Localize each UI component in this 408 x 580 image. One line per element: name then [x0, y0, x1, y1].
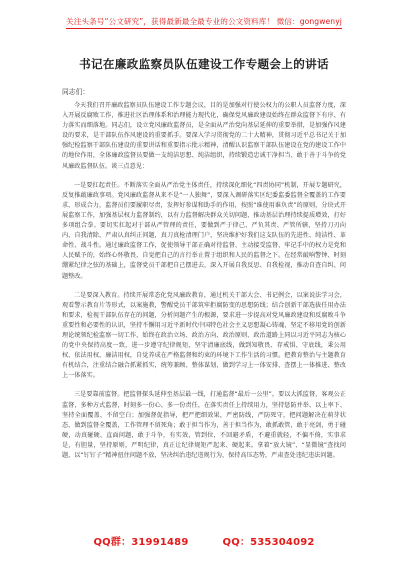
- banner-text: 关注头条号“公文研究”，获得最新最全最专业的公文资料库！ 微信：gongwenyj: [66, 16, 342, 29]
- footer-contact: [0, 528, 408, 552]
- paragraph-point-1: 一是要扛起责任。不断落实全面从严治党主体责任，持续深化细化“四责协同”机制，开展专题研究，反复推敲廉政事项。党风廉政监督从来不是“一人独舞”，要深入调研落实区纪委监委监督全覆盖的工作要求，形成合力，监督员们要履职尽责，发挥好参谋和助手的作用，按照“谁使用谁负责”的原则，分块式开展监察工作，加强基层权力监督制约，以有力监督解决群众关切问题，推动基层治理持续提质增效，打好多项组合拳。要切实扛起对于部从严管理的责任，要做到严于律己、严负其责、严管所辖，坚持刀刃向内、自我清除、严肃认真纠正问题，真刀真枪清理门户，坚决维护好我们这支队伍的先进性、纯洁性、革命性、战斗性。通过廉政监督工作，促使领导干部正确对待监督、主动接受监督，牢记手中的权力是党和人民赋予的，始终心怀敬畏，自觉把自己的言行举止置于组织和人民的监督之下。在经常敲响警钟、时刻绷紧纪律之弦的基础上，监督党员干部把自己摆进去，深入开展自我反思、自我检视，推动自查自纠、问题整改。: [62, 181, 346, 280]
- paragraph-intro: 今天我们召开廉政监察员队伍建设工作专题会议，目的是加强对行使公权力的公职人员监督力度，深入开展反腐败工作，推进社区治理体系和治理能力现代化，确保党风廉政建设始终在群众监督下有序、有力落实而细落地。同志们，设立党风廉政监督员，是全面从严治党向基层延伸的重要举措，是加强作风建设的要求，是干部队伍作风建设的重要抓手。要深入学习贯彻党的二十大精神，贯彻习近平总书记关于加强纪检监察干部队伍建设的重要讲话和重要指示批示精神，清醒认识监察干部队伍建设在党的建设工作中的地位作用，全体廉政监督员要做一支纯洁思想、纯洁组织，持续锻造忠诚干净担当、敢于善于斗争的党风廉政监督队伍。谈三点意见：: [62, 102, 346, 170]
- header-banner: [0, 0, 408, 44]
- footer-qq: QQ：535304092: [222, 536, 315, 548]
- document-body: [62, 101, 346, 528]
- paragraph-point-2: 二是要深入教育。持续开展常态化党风廉政教育，通过机关干部大会、书记例会，以案说法学习会，观看警示教育片等形式，以案施教，警醒党员干部筑牢拒腐防变的思想防线；结合创新干部选拔任用办法和要求，检视干部队伍存在的问题，分析问题产生的根源，要求进一步提高对党风廉政建设和反腐败斗争重要性和必要性的认识，坚持不懈用习近平新时代中国特色社会主义思想凝心铸魂，坚定不移用党的创新理论统领纪检监察一切工作，始终在政治立场、政治方向、政治原则、政治道路上同以习近平同志为核心的党中央保持高度一致，进一步遵守纪律规矩，坚守清廉底线，做到知敬畏、存戒惧、守底线，秉公用权、依法用权、廉洁用权，自觉养成在严格监督和约束的环境下工作生活的习惯。把教育整治与主题教育有机结合，注重结合融合抓紧抓实，统筹兼顾、整体谋划，做到学习上一体安排、查摆上一体推进、整改上一体落实。: [62, 291, 346, 380]
- greeting: 同志们：: [62, 88, 90, 96]
- document-title: 书记在廉政监察员队伍建设工作专题会上的讲话: [79, 57, 329, 71]
- footer-qq-group: QQ群：31991489: [93, 536, 189, 548]
- paragraph-point-3: 三是要靠前监督。把监督探头延伸至基层最一线，打通监督“最后一公里”。要以大抓监督，客观公正监督，多种方式监督，时刻多一份心、多一份责任，在落实责任上持续用力，坚持惩防并举、以上率下、坚持全面覆盖、不留空白；加强督促指导，把严把细效果，严密防线，严防死守，把问题解决在萌芽状态，做到监督全覆盖，工作管理不留死角；敢于担当作为，善于担当作为，敢抓敢管，敢于亮剑，勇于碰硬，动真碰硬、直面问题，敢于斗争，有实效，管到位，不回避矛盾，不避重就轻，不偏不倚，实事求是，有胆量，坚持原则，严明纪律，真正让纪律规矩严起来、硬起来。拿着“放大镜”、“显微镜”查找问题，以“钉钉子”精神扭住问题不放，坚决纠治违纪违规行为，保持高压态势，严肃查处违纪违法问题。: [62, 391, 346, 459]
